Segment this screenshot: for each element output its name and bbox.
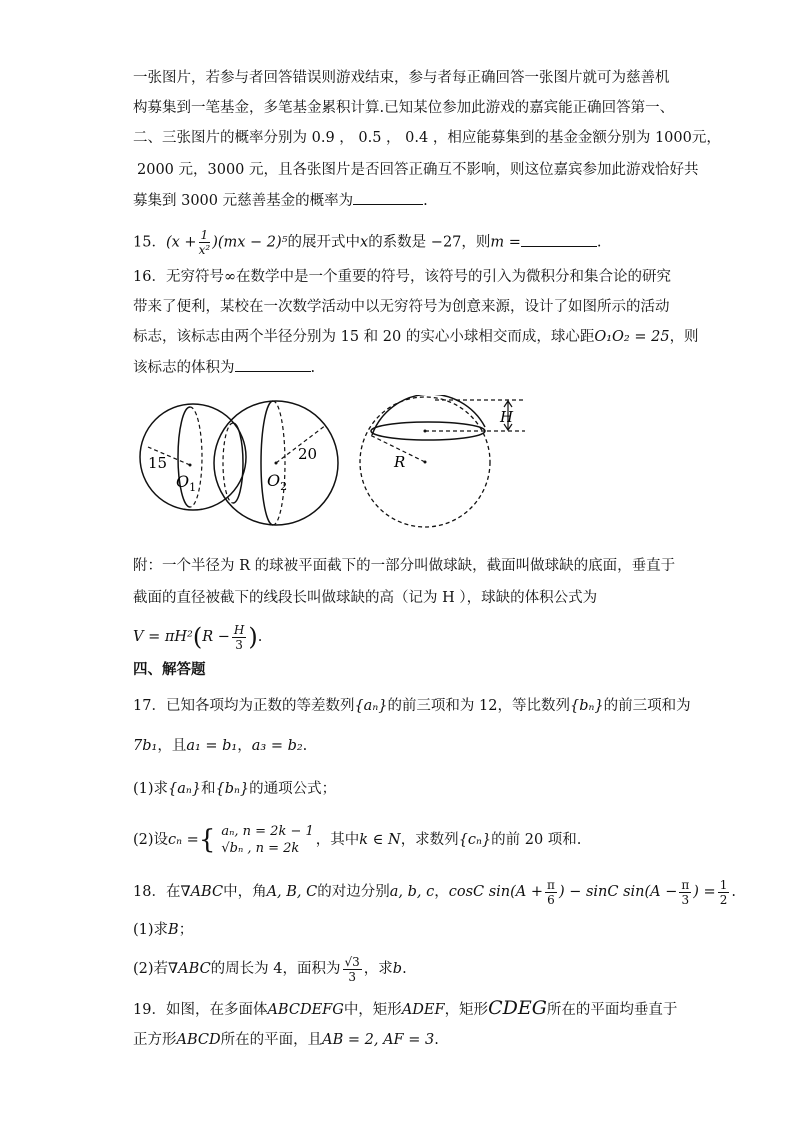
paragraph-line: 标志，该标志由两个半径分别为 15 和 20 的实心小球相交而成，球心距O₁O₂ = 25，则 xyxy=(133,329,699,345)
fraction: $\frac{H}{3}$ xyxy=(233,622,245,652)
paragraph-line: 募集到 3000 元慈善基金的概率为 . xyxy=(133,193,428,209)
radius-label-20: 20 xyxy=(298,445,318,463)
spheres-figure xyxy=(130,395,530,545)
height-label: H xyxy=(500,408,514,426)
section-title: 四、解答题 xyxy=(133,662,206,678)
fraction: $\frac{1}{\text{x²}}$ xyxy=(198,228,211,257)
paragraph-line: 正方形ABCD所在的平面，且AB = 2, AF = 3. xyxy=(133,1032,439,1048)
question-18: 18．在∇ABC中，角A, B, C的对边分别a, b, c，cosC sin(A + $\frac{\pi}{6}$ ) − sinC sin(A − $\frac{\pi}{3}$ ) = $\frac{1}{2}$ . xyxy=(133,877,736,907)
piecewise-cases: aₙ, n = 2k − 1 √bₙ , n = 2k xyxy=(221,824,314,856)
radius-label-r: R xyxy=(394,453,406,471)
paragraph-line: 附：一个半径为 R 的球被平面截下的一部分叫做球缺，截面叫做球缺的底面，垂直于 xyxy=(133,558,676,574)
question-17: 17．已知各项均为正数的等差数列{aₙ}的前三项和为 12，等比数列{bₙ}的前三项和为 xyxy=(133,698,691,714)
paragraph-line: (2)设cₙ ={ aₙ, n = 2k − 1 √bₙ , n = 2k ，其中k ∈ N，求数列{cₙ}的前 20 项和. xyxy=(133,824,582,856)
paragraph-line: (2)若∇ABC的周长为 4，面积为 $\frac{√3}{3}$ ，求b. xyxy=(133,954,407,984)
question-15: 15．(x + $\frac{1}{\text{x²}}$ )(mx − 2)⁵的展开式中x的系数是 −27，则m = . xyxy=(133,228,602,257)
center-label-o2: $O_2$ xyxy=(267,471,288,493)
answer-blank xyxy=(235,371,311,372)
question-number: 15． xyxy=(133,234,166,251)
paragraph-line: 该标志的体积为 . xyxy=(133,360,316,376)
math-expression: )(mx − 2)⁵ xyxy=(212,234,288,251)
paragraph-line: 带来了便利，某校在一次数学活动中以无穷符号为创意来源，设计了如图所示的活动 xyxy=(133,299,670,315)
paragraph-text: 募集到 3000 元慈善基金的概率为 xyxy=(133,193,354,209)
center-label-o1: $O_1$ xyxy=(176,472,197,494)
paragraph-line: 截面的直径被截下的线段长叫做球缺的高（记为 H ），球缺的体积公式为 xyxy=(133,590,598,606)
answer-blank xyxy=(521,246,597,247)
formula-line: V = πH²(R − $\frac{H}{3}$ ). xyxy=(133,622,263,652)
paragraph-line: 构募集到一笔基金，多笔基金累积计算.已知某位参加此游戏的嘉宾能正确回答第一、 xyxy=(133,100,675,116)
paragraph-line: 16．无穷符号∞在数学中是一个重要的符号，该符号的引入为微积分和集合论的研究 xyxy=(133,269,672,285)
paragraph-line: (1)求{aₙ}和{bₙ}的通项公式； xyxy=(133,781,337,797)
paragraph-line: 二、三张图片的概率分别为 0.9 ， 0.5 ， 0.4 ，相应能募集到的基金金额分别为 1000元， xyxy=(133,130,721,146)
radius-label-15: 15 xyxy=(148,454,168,472)
paragraph-line: 7b₁，且a₁ = b₁，a₃ = b₂. xyxy=(133,738,308,754)
paragraph-text: 2000 元，3000 元，且各张图片是否回答正确互不影响，则这位嘉宾参加此游戏恰好共 xyxy=(137,162,699,178)
paragraph-line: 一张图片，若参与者回答错误则游戏结束，参与者每正确回答一张图片就可为慈善机 xyxy=(133,70,670,86)
answer-blank xyxy=(353,204,423,205)
math-expression: (x + xyxy=(165,234,197,251)
paragraph-line xyxy=(133,160,699,180)
paragraph-line: (1)求B； xyxy=(133,922,194,938)
question-19: 19．如图，在多面体ABCDEFG中，矩形ADEF，矩形CDEG所在的平面均垂直于 xyxy=(133,997,678,1019)
